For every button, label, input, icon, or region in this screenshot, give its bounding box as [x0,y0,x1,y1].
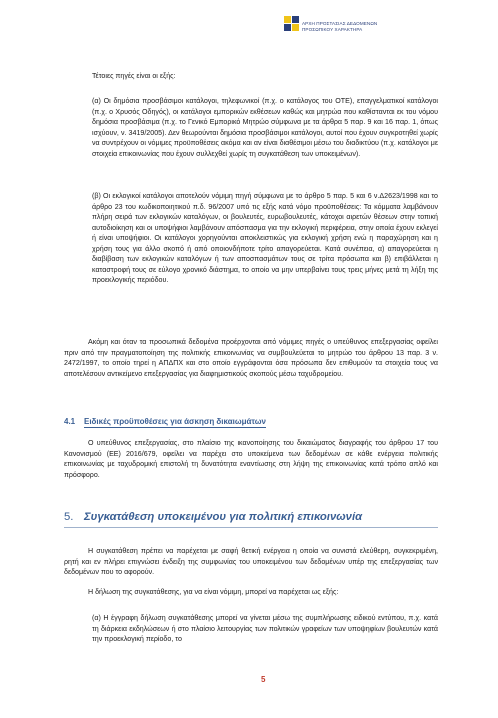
intro-text: Τέτοιες πηγές είναι οι εξής: [92,72,176,80]
item-5-a: (α) Η έγγραφη δήλωση συγκατάθεσης μπορεί να γίνεται μέσω της συμπλήρωσης ειδικού εντύπου, π.χ. κατά τη διάρκεια εκδηλώσεων ή στο πλαίσιο λειτουργίας των πολιτικών γραφείων των υποψηφίων βουλευτών κατά την προεκλογική περίοδο, το [92,614,438,643]
logo-line: ΠΡΟΣΩΠΙΚΟΥ ΧΑΡΑΚΤΗΡΑ [302,27,363,32]
item-b: (β) Οι εκλογικοί κατάλογοι αποτελούν νόμιμη πηγή σύμφωνα με το άρθρο 5 παρ. 5 και 6 ν.Δ2623/1998 και το άρθρο 23 του κωδικοποιητικού π.δ. 96/2007 υπό τις εξής κατά νόμο προϋποθέσεις: Τα κόμματα λαμβάνουν πλήρη σειρά των εκλογικών καταλόγων, οι βουλευτές, ευρωβουλευτές, κάτοχοι αιρετών θέσεων στην τοπική αυτοδιοίκηση και οι υποψήφιοι λαμβάνουν απόσπασμα για την εκλογική περιφέρεια, στην οποία έχουν εκλεγεί ή είναι υποψήφιοι. Οι κατάλογοι χορηγούνται αποκλειστικώς για εκλογική χρήση ενώ η παραχώρηση και η χρήση τους για άλλο σκοπό ή από οποιονδήποτε τρίτο απαγορεύεται. Κατά συνέπεια, α) απαγορεύεται η διαβίβαση των εκλογικών καταλόγων ή των αποσπασμάτων τους σε τρίτα πρόσωπα και β) επιβάλλεται η καταστροφή τους σε εύλογο χρονικό διάστημα, το οποίο να μην υπερβαίνει τους τρεις μήνες μετά τη λήξη της προεκλογικής περιόδου. [92,192,438,284]
section-title: Συγκατάθεση υποκειμένου για πολιτική επικοινωνία [84,511,363,523]
section-divider [64,527,438,528]
logo-mark-icon [282,13,304,43]
logo-line: ΑΡΧΗ ΠΡΟΣΤΑΣΙΑΣ ΔΕΔΟΜΕΝΩΝ [302,21,378,26]
authority-logo [282,13,412,43]
section-5-heading [64,511,362,523]
section-number: 4.1 [64,417,76,426]
logo-text [302,21,412,33]
section-title: Ειδικές προϋποθέσεις για άσκηση δικαιωμάτων [84,417,266,426]
paragraph-consent: Η συγκατάθεση πρέπει να παρέχεται με σαφή θετική ενέργεια η οποία να συνιστά ελεύθερη, συγκεκριμένη, ρητή και εν πλήρει επιγνώσει ένδειξη της συμφωνίας του υποκειμένου των δεδομένων υπέρ της επεξεργασίας των δεδομένων που το αφορούν. [64,547,438,576]
section-number: 5. [64,511,74,523]
paragraph-legal-sources: Ακόμη και όταν τα προσωπικά δεδομένα προέρχονται από νόμιμες πηγές ο υπεύθυνος επεξεργασίας οφείλει πριν από την πραγματοποίηση της πολιτικής επικοινωνίας να συμβουλεύεται το μητρώο του άρθρου 13 παρ. 3 ν. 2472/1997, το οποίο τηρεί η ΑΠΔΠΧ και στο οποίο εγγράφονται όσα πρόσωπα δεν επιθυμούν τα στοιχεία τους να αποτελέσουν αντικείμενο επεξεργασίας για διαφημιστικούς σκοπούς μέσω ταχυδρομείου. [64,338,438,378]
page-number: 5 [261,675,266,684]
section-4-1-heading [64,417,266,426]
paragraph-consent-forms: Η δήλωση της συγκατάθεσης, για να είναι νόμιμη, μπορεί να παρέχεται ως εξής: [88,588,339,596]
paragraph-4-1: Ο υπεύθυνος επεξεργασίας, στο πλαίσιο της ικανοποίησης του δικαιώματος διαγραφής του άρθρου 17 του Κανονισμού (ΕΕ) 2016/679, οφείλει να παρέχει στο υποκείμενα των δεδομένων σε κάθε ενέργεια πολιτικής επικοινωνίας με ταχυδρομική επιστολή τη δυνατότητα εναντίωσης στη λήψη της επικοινωνίας κατά τρόπο απλό και πρόσφορο. [64,439,438,479]
item-a: (α) Οι δημόσια προσβάσιμοι κατάλογοι, τηλεφωνικοί (π.χ. ο κατάλογος του ΟΤΕ), επαγγελματικοί κατάλογοι (π.χ. ο Χρυσός Οδηγός), οι κατάλογοι εμπορικών εκθέσεων καθώς και μητρώα που καθίστανται εκ του νόμου δημόσια προσβάσιμα (π.χ. το Γενικό Εμπορικό Μητρώο σύμφωνα με τα άρθρα 5 παρ. 9 και 16 παρ. 1, όπως ισχύουν, ν. 3419/2005). Δεν θεωρούνται δημόσια προσβάσιμοι κατάλογοι, αυτοί που έχουν συγκροτηθεί χωρίς να συντρέχουν οι νόμιμες προϋποθέσεις ακόμα και αν είναι διαθέσιμοι μέσω του διαδικτύου (π.χ. κατάλογοι με στοιχεία επικοινωνίας που έχουν συλλεχθεί χωρίς τη συγκατάθεση των υποκειμένων). [92,97,438,158]
